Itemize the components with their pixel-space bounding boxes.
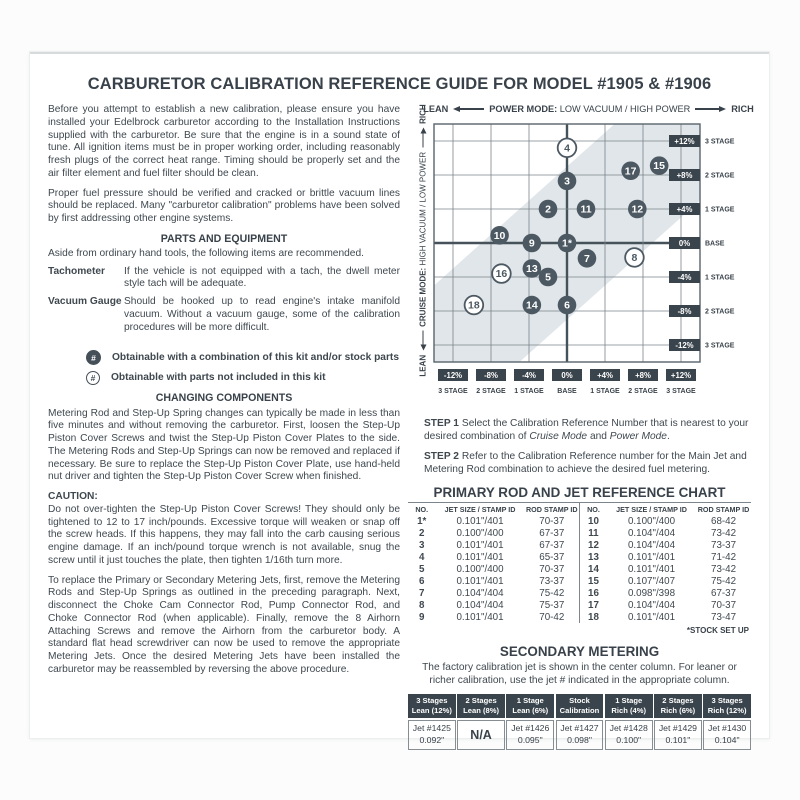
column-header: NO. (415, 505, 429, 514)
chart-y-axis-title (419, 91, 428, 391)
primary-rod-jet-table (408, 502, 751, 623)
cell: 67-37 (711, 587, 737, 599)
calibration-point-label: 18 (468, 299, 480, 312)
cell: 6 (418, 575, 425, 587)
cell: 0.100"/400 (456, 527, 504, 539)
cell: 70-42 (525, 611, 580, 623)
cell: 7 (418, 587, 425, 599)
cell: 0.101"/401 (456, 515, 504, 527)
table-row (408, 563, 751, 575)
cell: 0.101"/401 (456, 551, 504, 563)
cell: 73-47 (711, 611, 737, 623)
secondary-jet-cell: N/A (457, 720, 505, 750)
rich-label: RICH (418, 104, 428, 124)
column-header: JET SIZE / STAMP ID (616, 505, 687, 514)
cell: 73-42 (711, 527, 737, 539)
calibration-point-label: 8 (631, 251, 638, 264)
legend-row (86, 350, 400, 365)
x-stage-label: 3 STAGE (666, 388, 696, 395)
secondary-jet-cell: Jet #1427 0.098" (556, 720, 604, 750)
x-tick-label: -8% (484, 371, 498, 380)
cell: 0.101"/401 (627, 563, 676, 575)
secondary-jet-cell: Jet #1429 0.101" (654, 720, 702, 750)
calibration-point-label: 7 (584, 252, 590, 265)
secondary-column-header: 2 Stages Lean (8%) (457, 694, 505, 719)
x-stage-label: 1 STAGE (514, 388, 544, 395)
cell: 70-37 (711, 599, 737, 611)
equipment-desc: If the vehicle is not equipped with a tach, the dwell meter style tach will be adequate. (124, 265, 400, 290)
y-stage-label: 1 STAGE (705, 206, 735, 214)
table-row (408, 551, 751, 563)
cell: 9 (418, 611, 425, 623)
cell: 1* (417, 515, 427, 527)
rich-label: RICH (731, 104, 754, 114)
legend-row (86, 371, 400, 385)
stock-setup-footnote: *STOCK SET UP (686, 626, 749, 635)
secondary-column-header: 1 Stage Rich (4%) (605, 694, 653, 719)
cell: 0.098"/398 (627, 587, 676, 599)
cell: 68-42 (711, 515, 737, 527)
cell: 11 (588, 527, 599, 539)
calibration-point-label: 4 (564, 142, 570, 155)
cell: 15 (588, 575, 599, 587)
left-column (48, 104, 400, 750)
cell: 75-42 (711, 575, 737, 587)
table-row (408, 587, 751, 599)
secondary-jet-cell: Jet #1426 0.095" (506, 720, 554, 750)
y-tick-label: 0% (678, 238, 691, 248)
secondary-jet-cell: Jet #1425 0.092" (408, 720, 456, 750)
chart-x-axis-title (423, 104, 754, 114)
equipment-term: Tachometer (48, 265, 105, 277)
secondary-column-header: 1 Stage Lean (6%) (506, 694, 554, 719)
replace-jets-paragraph: To replace the Primary or Secondary Metering Jets, first, remove the Metering Rods and Step-Up Springs as outlined in the preceding paragraph. Next, disconnect the Choke Cam Connector Rod, Pump Connector Rod, and Choke Connector Rod (when applicable). Finally, remove the 8 Airhorn Attaching Screws and remove the Airhorn from the carburetor body. A standard flat head screwdriver can now be used to remove the appropriate Metering Jets. Once the desired Metering Jets have been installed the carburetor may be reassembled by reversing the above procedure. (48, 574, 400, 675)
cell: 0.104"/404 (627, 539, 676, 551)
calibration-point-label: 11 (580, 203, 592, 216)
intro-paragraph-1: Before you attempt to establish a new calibration, please ensure you have installed your Edelbrock carburetor according to the Installation Instructions supplied with the carburetor. Be sure that the engine is in a sound state of tune. All ignition items must be in proper working order, including reasonably fresh plugs of the correct heat range. Timing should be properly set and the air filter element and fuel filter should be clean. (48, 104, 400, 179)
cell: 73-37 (525, 575, 580, 587)
cell: 65-37 (525, 551, 580, 563)
cell: 4 (418, 551, 425, 563)
cell: 0.100"/400 (627, 515, 676, 527)
cell: 71-42 (711, 551, 737, 563)
cell: 67-37 (525, 527, 580, 539)
changing-components-heading: CHANGING COMPONENTS (155, 392, 293, 405)
cell: 70-37 (525, 515, 580, 527)
equipment-desc: Should be hooked up to read engine's intake manifold vacuum. Without a vacuum gauge, some of the calibration procedures will be more difficult. (124, 296, 400, 333)
symbol-legend (86, 350, 400, 385)
calibration-point-label: 15 (653, 160, 665, 173)
y-stage-label: 3 STAGE (705, 342, 735, 350)
legend-text: Obtainable with a combination of this kit and/or stock parts (112, 351, 399, 363)
secondary-column-header: 3 Stages Rich (12%) (703, 694, 751, 719)
y-tick-label: -12% (675, 340, 694, 350)
cell: 16 (588, 587, 599, 599)
table-row (408, 575, 751, 587)
y-stage-label: 2 STAGE (705, 172, 735, 180)
secondary-metering-table (408, 694, 751, 751)
equipment-row-vacuum-gauge (48, 296, 400, 334)
cell: 0.100"/400 (456, 563, 504, 575)
y-tick-label: +8% (676, 170, 693, 180)
power-mode-label: POWER MODE: LOW VACUUM / HIGH POWER (489, 104, 691, 114)
cell: 12 (588, 539, 599, 551)
secondary-column-header: 2 Stages Rich (6%) (654, 694, 702, 719)
cell: 10 (588, 515, 599, 527)
cell: 0.101"/401 (627, 551, 676, 563)
column-header: NO. (587, 505, 600, 514)
x-stage-label: 2 STAGE (628, 388, 658, 395)
calibration-point-label: 3 (564, 175, 570, 188)
calibration-point-label: 17 (624, 165, 637, 178)
page-title: CARBURETOR CALIBRATION REFERENCE GUIDE FOR MODEL #1905 & #1906 (87, 74, 712, 93)
x-stage-label: 3 STAGE (438, 388, 468, 395)
cell: 5 (418, 563, 425, 575)
x-stage-label: 2 STAGE (476, 388, 506, 395)
x-stage-label: BASE (557, 388, 577, 395)
legend-text: Obtainable with parts not included in this kit (111, 372, 326, 384)
lean-label: LEAN (423, 104, 449, 114)
secondary-jet-cell: Jet #1430 0.104" (703, 720, 751, 750)
arrow-left-icon (453, 106, 484, 112)
calibration-point-label: 13 (526, 263, 538, 275)
y-stage-label: BASE (705, 240, 725, 248)
x-stage-label: 1 STAGE (590, 388, 620, 395)
arrow-left-icon (420, 331, 426, 351)
x-tick-label: -12% (443, 371, 463, 380)
calibration-point-label: 12 (631, 203, 644, 216)
table-row (408, 539, 751, 551)
secondary-metering-intro: The factory calibration jet is shown in the center column. For leaner or richer calibration, use the jet # indicated in the appropriate column. (422, 662, 737, 687)
calibration-point-label: 2 (545, 203, 551, 216)
cell: 73-42 (711, 563, 737, 575)
x-tick-label: +12% (670, 371, 692, 380)
table-row (408, 515, 751, 527)
cell: 0.101"/401 (456, 611, 504, 623)
secondary-column-header: 3 Stages Lean (12%) (408, 694, 456, 719)
cell: 75-42 (525, 587, 580, 599)
cell: 0.104"/404 (456, 599, 504, 611)
table-row (408, 527, 751, 539)
cell: 75-37 (525, 599, 580, 611)
calibration-point-label: 9 (528, 237, 535, 250)
cell: 14 (588, 563, 599, 575)
outline-hash-icon: # (86, 371, 100, 385)
cell: 0.104"/404 (456, 587, 504, 599)
cell: 13 (588, 551, 599, 563)
x-tick-label: +8% (635, 371, 651, 380)
lean-label: LEAN (418, 354, 428, 377)
parts-equipment-heading: PARTS AND EQUIPMENT (160, 232, 288, 245)
cell: 8 (418, 599, 425, 611)
cell: 67-37 (525, 539, 580, 551)
y-stage-label: 1 STAGE (705, 274, 735, 282)
caution-label: CAUTION: (48, 491, 98, 503)
cell: 0.107"/407 (627, 575, 676, 587)
filled-hash-icon: # (86, 350, 101, 365)
y-stage-label: 3 STAGE (705, 138, 735, 146)
y-stage-label: 2 STAGE (705, 308, 735, 316)
step-2: STEP 2 Refer to the Calibration Reference number for the Main Jet and Metering Rod combination to achieve the desired fuel metering. (424, 450, 747, 475)
secondary-column-header: Stock Calibration (556, 694, 604, 719)
caution-paragraph: Do not over-tighten the Step-Up Piston Cover Screws! They should only be tightened to 12 to 17 inch/pounds. Excessive torque will weaken or snap off the screw heads. If this happens, they may fall into the carb causing serious engine damage. If an inch/pound torque wrench is not available, snug the screw until it just touches the plate, then tighten 1/16th turn more. (48, 503, 400, 566)
cell: 70-37 (525, 563, 580, 575)
calibration-point-label: 16 (495, 268, 508, 281)
calibration-point-label: 14 (526, 299, 538, 312)
right-column (408, 104, 754, 750)
y-tick-label: -4% (677, 272, 692, 282)
cell: 2 (418, 527, 425, 539)
arrow-right-icon (420, 128, 426, 148)
calibration-point-label: 10 (493, 229, 506, 242)
intro-paragraph-2: Proper fuel pressure should be verified and cracked or brittle vacuum lines should be replaced. Many "carburetor calibration" problems have been solved by first addressing other engine systems. (48, 187, 400, 224)
calibration-point-label: 6 (564, 299, 570, 312)
equipment-row-tachometer (48, 266, 400, 292)
x-tick-label: -4% (522, 371, 536, 380)
cell: 0.104"/404 (627, 527, 676, 539)
x-tick-label: +4% (597, 371, 613, 380)
parts-equipment-intro: Aside from ordinary hand tools, the following items are recommended. (48, 247, 364, 259)
y-tick-label: +4% (676, 204, 693, 214)
table-row (408, 611, 751, 623)
x-tick-label: 0% (561, 371, 573, 380)
primary-table-title: PRIMARY ROD AND JET REFERENCE CHART (433, 485, 726, 500)
cell: 0.101"/401 (456, 539, 504, 551)
cell: 0.101"/401 (627, 611, 676, 623)
table-row (408, 599, 751, 611)
calibration-point-label: 5 (545, 271, 551, 284)
equipment-term: Vacuum Gauge (48, 296, 122, 308)
changing-components-paragraph: Metering Rod and Step-Up Spring changes can typically be made in less than five minutes and without removing the carburetor. First, loosen the Step-Up Piston Cover Screws and twist the Step-Up Piston Cover Plates to the side. The Metering Rods and Step-Up Springs can now be removed and replaced if necessary. Be sure to replace the Step-Up Piston Cover Plate, use hand-held nut driver and tighten the Step-Up Piston Cover Screw when finished. (48, 407, 400, 483)
cell: 3 (418, 539, 425, 551)
secondary-jet-cell: Jet #1428 0.100" (605, 720, 653, 750)
cell: 0.104"/404 (627, 599, 676, 611)
arrow-right-icon (695, 106, 726, 112)
cruise-mode-label: CRUISE MODE: HIGH VACUUM / LOW POWER (418, 151, 428, 327)
primary-table-header-row (408, 503, 751, 516)
step-1: STEP 1 Select the Calibration Reference Number that is nearest to your desired combination of Cruise Mode and Power Mode. (424, 418, 749, 443)
secondary-metering-title: SECONDARY METERING (499, 644, 660, 659)
y-tick-label: -8% (677, 306, 692, 316)
cell: 18 (588, 611, 599, 623)
calibration-chart-svg (416, 116, 750, 408)
column-header: JET SIZE / STAMP ID (444, 505, 516, 514)
y-tick-label: +12% (674, 136, 695, 146)
document-content (30, 54, 769, 750)
column-header: ROD STAMP ID (697, 505, 750, 514)
cell: 0.101"/401 (456, 575, 504, 587)
cell: 73-37 (711, 539, 737, 551)
calibration-point-label: 1* (562, 237, 572, 250)
cell: 17 (588, 599, 599, 611)
column-header: ROD STAMP ID (525, 503, 580, 516)
document-sheet (30, 52, 769, 745)
